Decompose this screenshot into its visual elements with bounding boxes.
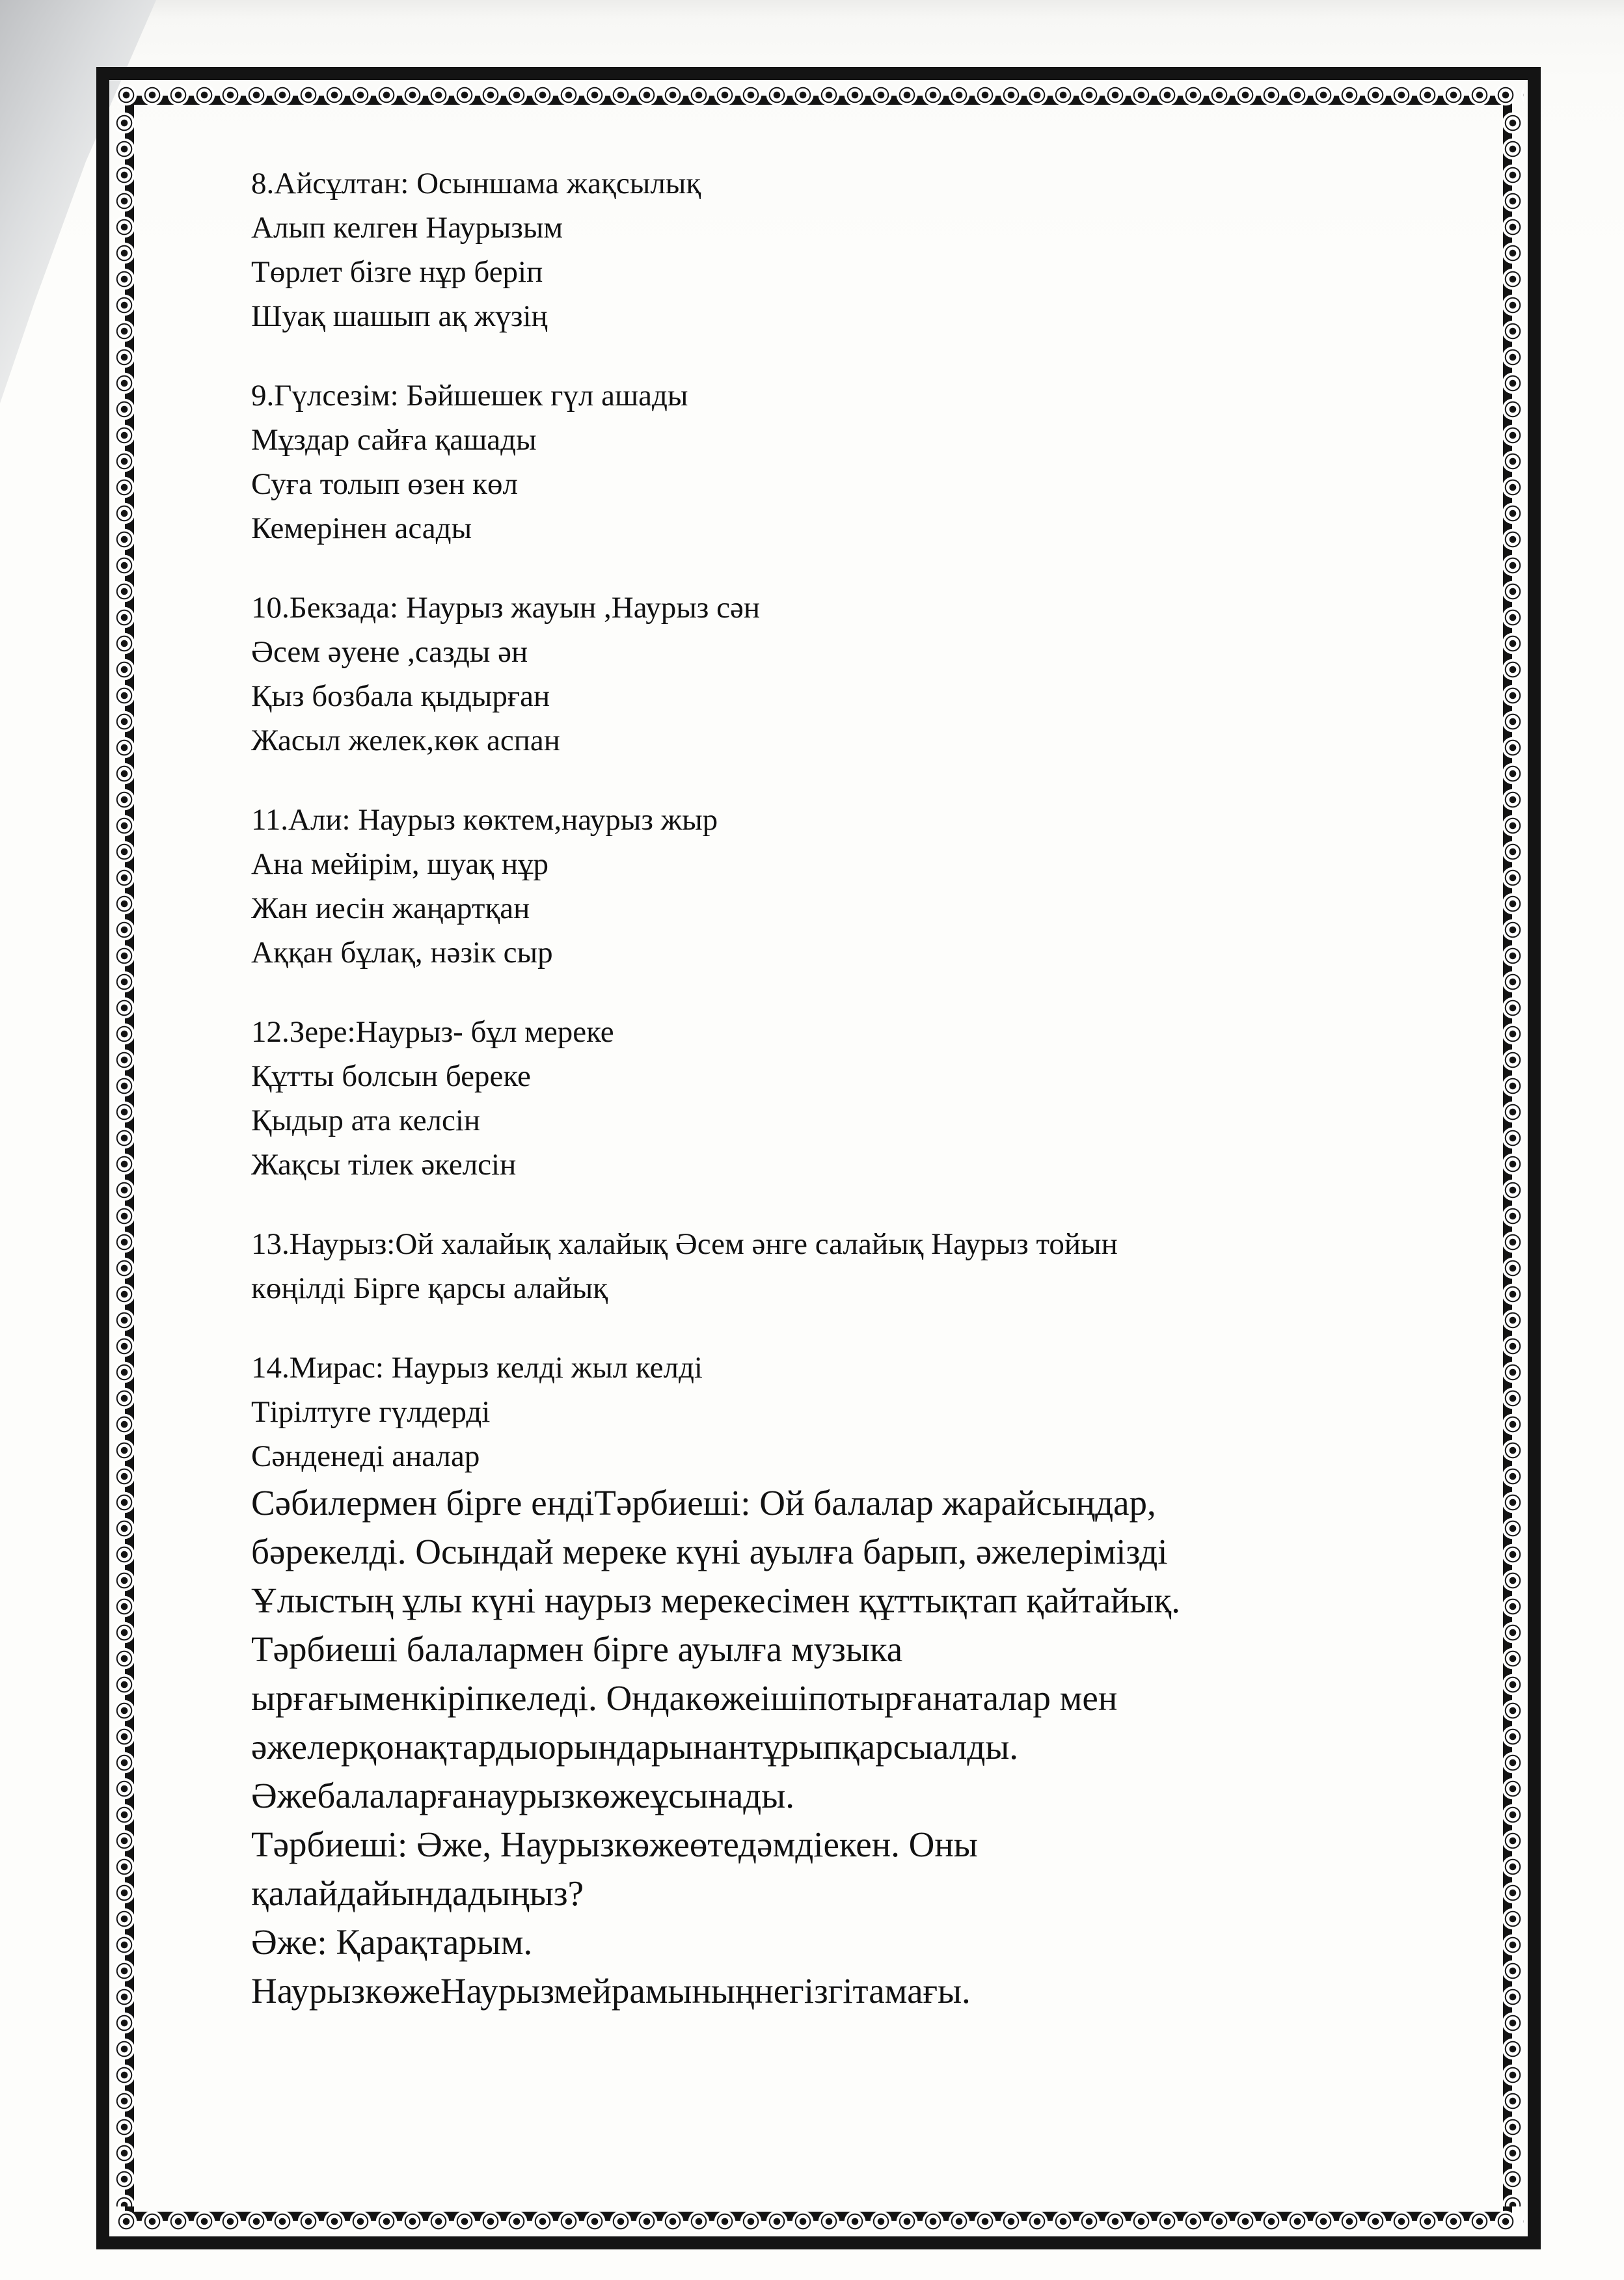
narrative-line: НаурызкөжеНаурызмейрамыныңнегізгітамағы. [251, 1971, 971, 2011]
narrative-line: Сәбилермен бірге ендіТәрбиеші: Ой балалар жарайсыңдар, [251, 1483, 1156, 1523]
verse-8 [251, 161, 1487, 338]
narrative-line: ырғағыменкіріпкеледі. Ондакөжеішіпотырғанаталар мен [251, 1678, 1118, 1718]
verse-line: Кемерінен асады [251, 511, 472, 545]
verse-10 [251, 586, 1487, 763]
verse-9 [251, 373, 1487, 550]
verse-line: Жан иесін жаңартқан [251, 891, 530, 925]
narrative-line: әжелерқонақтардыорындарынантұрыпқарсыалды. [251, 1727, 1019, 1767]
narrative-line: Тәрбиеші: Әже, Наурызкөжеөтедәмдіекен. Оны [251, 1825, 978, 1864]
verse-line: Мұздар сайға қашады [251, 423, 537, 457]
verse-line: 8.Айсұлтан: Осыншама жақсылық [251, 167, 701, 200]
bead-col-left [113, 110, 135, 2206]
narrative-line: Тәрбиеші балалармен бірге ауылға музыка [251, 1629, 903, 1669]
verse-line: Шуақ шашып ақ жүзің [251, 299, 548, 333]
narrative-line: Әже: Қарақтарым. [251, 1922, 533, 1962]
verse-12 [251, 1010, 1487, 1187]
document-body [251, 161, 1487, 2015]
verse-line: Әсем әуене ,сазды ән [251, 635, 528, 669]
verse-line: Жақсы тілек әкелсін [251, 1148, 517, 1182]
verse-14 [251, 1346, 1487, 1478]
verse-line: Ана мейірім, шуақ нұр [251, 847, 548, 881]
verse-line: 14.Мирас: Наурыз келді жыл келді [251, 1351, 703, 1385]
verse-13 [251, 1222, 1487, 1310]
verse-line: Сәнденеді аналар [251, 1439, 480, 1473]
verse-line: Қыдыр ата келсін [251, 1104, 481, 1137]
verse-line: 11.Али: Наурыз көктем,наурыз жыр [251, 803, 718, 837]
narrative-section [251, 1478, 1487, 2015]
verse-line: Жасыл желек,көк аспан [251, 724, 560, 757]
bead-col-right [1502, 110, 1524, 2206]
narrative-line: Ұлыстың ұлы күні наурыз мерекесімен құттықтап қайтайық. [251, 1581, 1180, 1620]
bead-row-top [113, 84, 1524, 106]
verse-line: Тірілтуге гүлдерді [251, 1395, 491, 1429]
narrative-line: Әжебалаларғанаурызкөжеұсынады. [251, 1776, 794, 1815]
verse-line: Құтты болсын береке [251, 1059, 531, 1093]
narrative-line: бәрекелді. Осындай мереке күні ауылға барып, әжелерімізді [251, 1532, 1168, 1571]
bead-row-bottom [113, 2210, 1524, 2232]
verse-line: 13.Наурыз:Ой халайық халайық Әсем әнге салайық Наурыз тойын [251, 1227, 1118, 1261]
verse-line: Алып келген Наурызым [251, 211, 563, 245]
narrative-line: қалайдайындадыңыз? [251, 1873, 584, 1913]
verse-11 [251, 798, 1487, 975]
verse-line: көңілді Бірге қарсы алайық [251, 1271, 608, 1305]
verse-line: Аққан бұлақ, нәзік сыр [251, 936, 553, 970]
verse-line: Төрлет бізге нұр беріп [251, 255, 543, 289]
verse-line: Суға толып өзен көл [251, 467, 518, 501]
verse-line: Қыз бозбала қыдырған [251, 679, 550, 713]
verse-line: 10.Бекзада: Наурыз жауын ,Наурыз сән [251, 591, 760, 625]
verse-line: 12.Зере:Наурыз- бұл мереке [251, 1015, 614, 1049]
verse-line: 9.Гүлсезім: Бәйшешек гүл ашады [251, 379, 688, 413]
